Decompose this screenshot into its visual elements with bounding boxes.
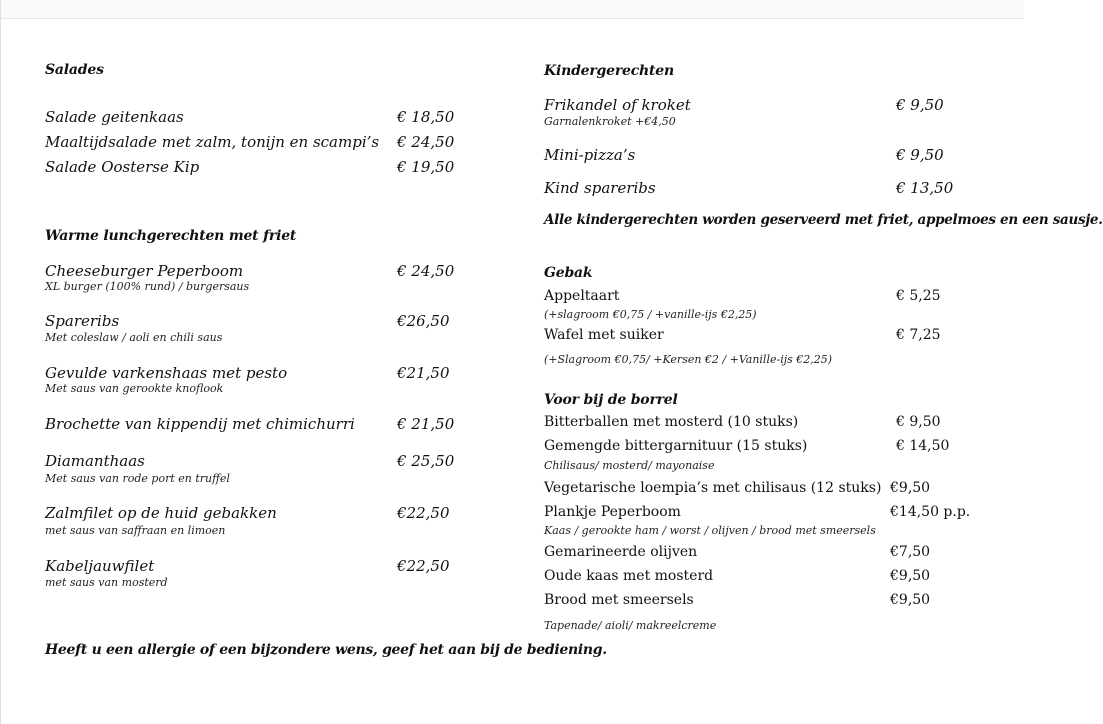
borrel-item-name: Bitterballen met mosterd (10 stuks) [544, 414, 799, 430]
salad-item-price: € 19,50 [397, 158, 455, 176]
borrel-item-price: €9,50 [890, 568, 931, 584]
lunch-item-desc: met saus van saffraan en limoen [45, 524, 226, 537]
lunch-item-price: € 25,50 [397, 452, 455, 470]
kinder-item-price: € 9,50 [896, 96, 944, 114]
allergy-note: Heeft u een allergie of een bijzondere wens, geef het aan bij de bediening. [45, 642, 607, 658]
borrel-item-price: €9,50 [890, 592, 931, 608]
borrel-item-price: € 9,50 [896, 414, 941, 430]
salad-item-price: € 24,50 [397, 133, 455, 151]
salad-item-name: Salade geitenkaas [45, 108, 184, 126]
borrel-item-desc: Chilisaus/ mosterd/ mayonaise [544, 459, 715, 472]
gebak-item-name: Appeltaart [544, 288, 620, 304]
kinder-item-price: € 13,50 [896, 179, 954, 197]
warm-lunch-heading: Warme lunchgerechten met friet [45, 228, 297, 244]
gebak-item-name: Wafel met suiker [544, 327, 664, 343]
borrel-item-name: Oude kaas met mosterd [544, 568, 714, 584]
kinder-item-name: Kind spareribs [544, 179, 656, 197]
lunch-item-price: €26,50 [397, 312, 450, 330]
gebak-item-price: € 7,25 [896, 327, 941, 343]
lunch-item-desc: Met saus van rode port en truffel [45, 472, 230, 485]
lunch-item-price: €22,50 [397, 504, 450, 522]
lunch-item-desc: XL burger (100% rund) / burgersaus [45, 280, 250, 293]
borrel-heading: Voor bij de borrel [544, 392, 678, 408]
borrel-item-name: Plankje Peperboom [544, 504, 681, 520]
lunch-item-price: €22,50 [397, 557, 450, 575]
kinder-item-name: Frikandel of kroket [544, 96, 691, 114]
gebak-item-desc: (+slagroom €0,75 / +vanille-ijs €2,25) [544, 308, 757, 321]
lunch-item-name: Gevulde varkenshaas met pesto [45, 364, 288, 382]
salad-item-name: Salade Oosterse Kip [45, 158, 200, 176]
borrel-item-name: Gemengde bittergarnituur (15 stuks) [544, 438, 808, 454]
kinder-note: Alle kindergerechten worden geserveerd met friet, appelmoes en een sausje. [544, 212, 1103, 228]
borrel-item-name: Vegetarische loempia’s met chilisaus (12 stuks) [544, 480, 882, 496]
lunch-item-name: Cheeseburger Peperboom [45, 262, 244, 280]
kinder-item-price: € 9,50 [896, 146, 944, 164]
lunch-item-desc: Met coleslaw / aoli en chili saus [45, 331, 223, 344]
borrel-item-price: €9,50 [890, 480, 931, 496]
borrel-item-price: €14,50 p.p. [890, 504, 971, 520]
borrel-item-desc: Tapenade/ aioli/ makreelcreme [544, 619, 717, 632]
gebak-heading: Gebak [544, 265, 593, 281]
lunch-item-name: Brochette van kippendij met chimichurri [45, 415, 355, 433]
lunch-item-name: Zalmfilet op de huid gebakken [45, 504, 277, 522]
kinder-heading: Kindergerechten [544, 63, 674, 79]
borrel-item-name: Brood met smeersels [544, 592, 694, 608]
gebak-item-desc: (+Slagroom €0,75/ +Kersen €2 / +Vanille-ijs €2,25) [544, 353, 833, 366]
lunch-item-desc: met saus van mosterd [45, 576, 168, 589]
lunch-item-price: €21,50 [397, 364, 450, 382]
lunch-item-name: Diamanthaas [45, 452, 145, 470]
lunch-item-name: Spareribs [45, 312, 120, 330]
salad-item-price: € 18,50 [397, 108, 455, 126]
lunch-item-name: Kabeljauwfilet [45, 557, 155, 575]
salad-item-name: Maaltijdsalade met zalm, tonijn en scampi’s [45, 133, 380, 151]
lunch-item-price: € 24,50 [397, 262, 455, 280]
borrel-item-desc: Kaas / gerookte ham / worst / olijven / brood met smeersels [544, 524, 876, 537]
lunch-item-desc: Met saus van gerookte knoflook [45, 382, 224, 395]
kinder-item-name: Mini-pizza’s [544, 146, 636, 164]
borrel-item-price: €7,50 [890, 544, 931, 560]
kinder-item-desc: Garnalenkroket +€4,50 [544, 115, 676, 128]
borrel-item-price: € 14,50 [896, 438, 950, 454]
lunch-item-price: € 21,50 [397, 415, 455, 433]
salades-heading: Salades [45, 62, 104, 78]
gebak-item-price: € 5,25 [896, 288, 941, 304]
borrel-item-name: Gemarineerde olijven [544, 544, 698, 560]
